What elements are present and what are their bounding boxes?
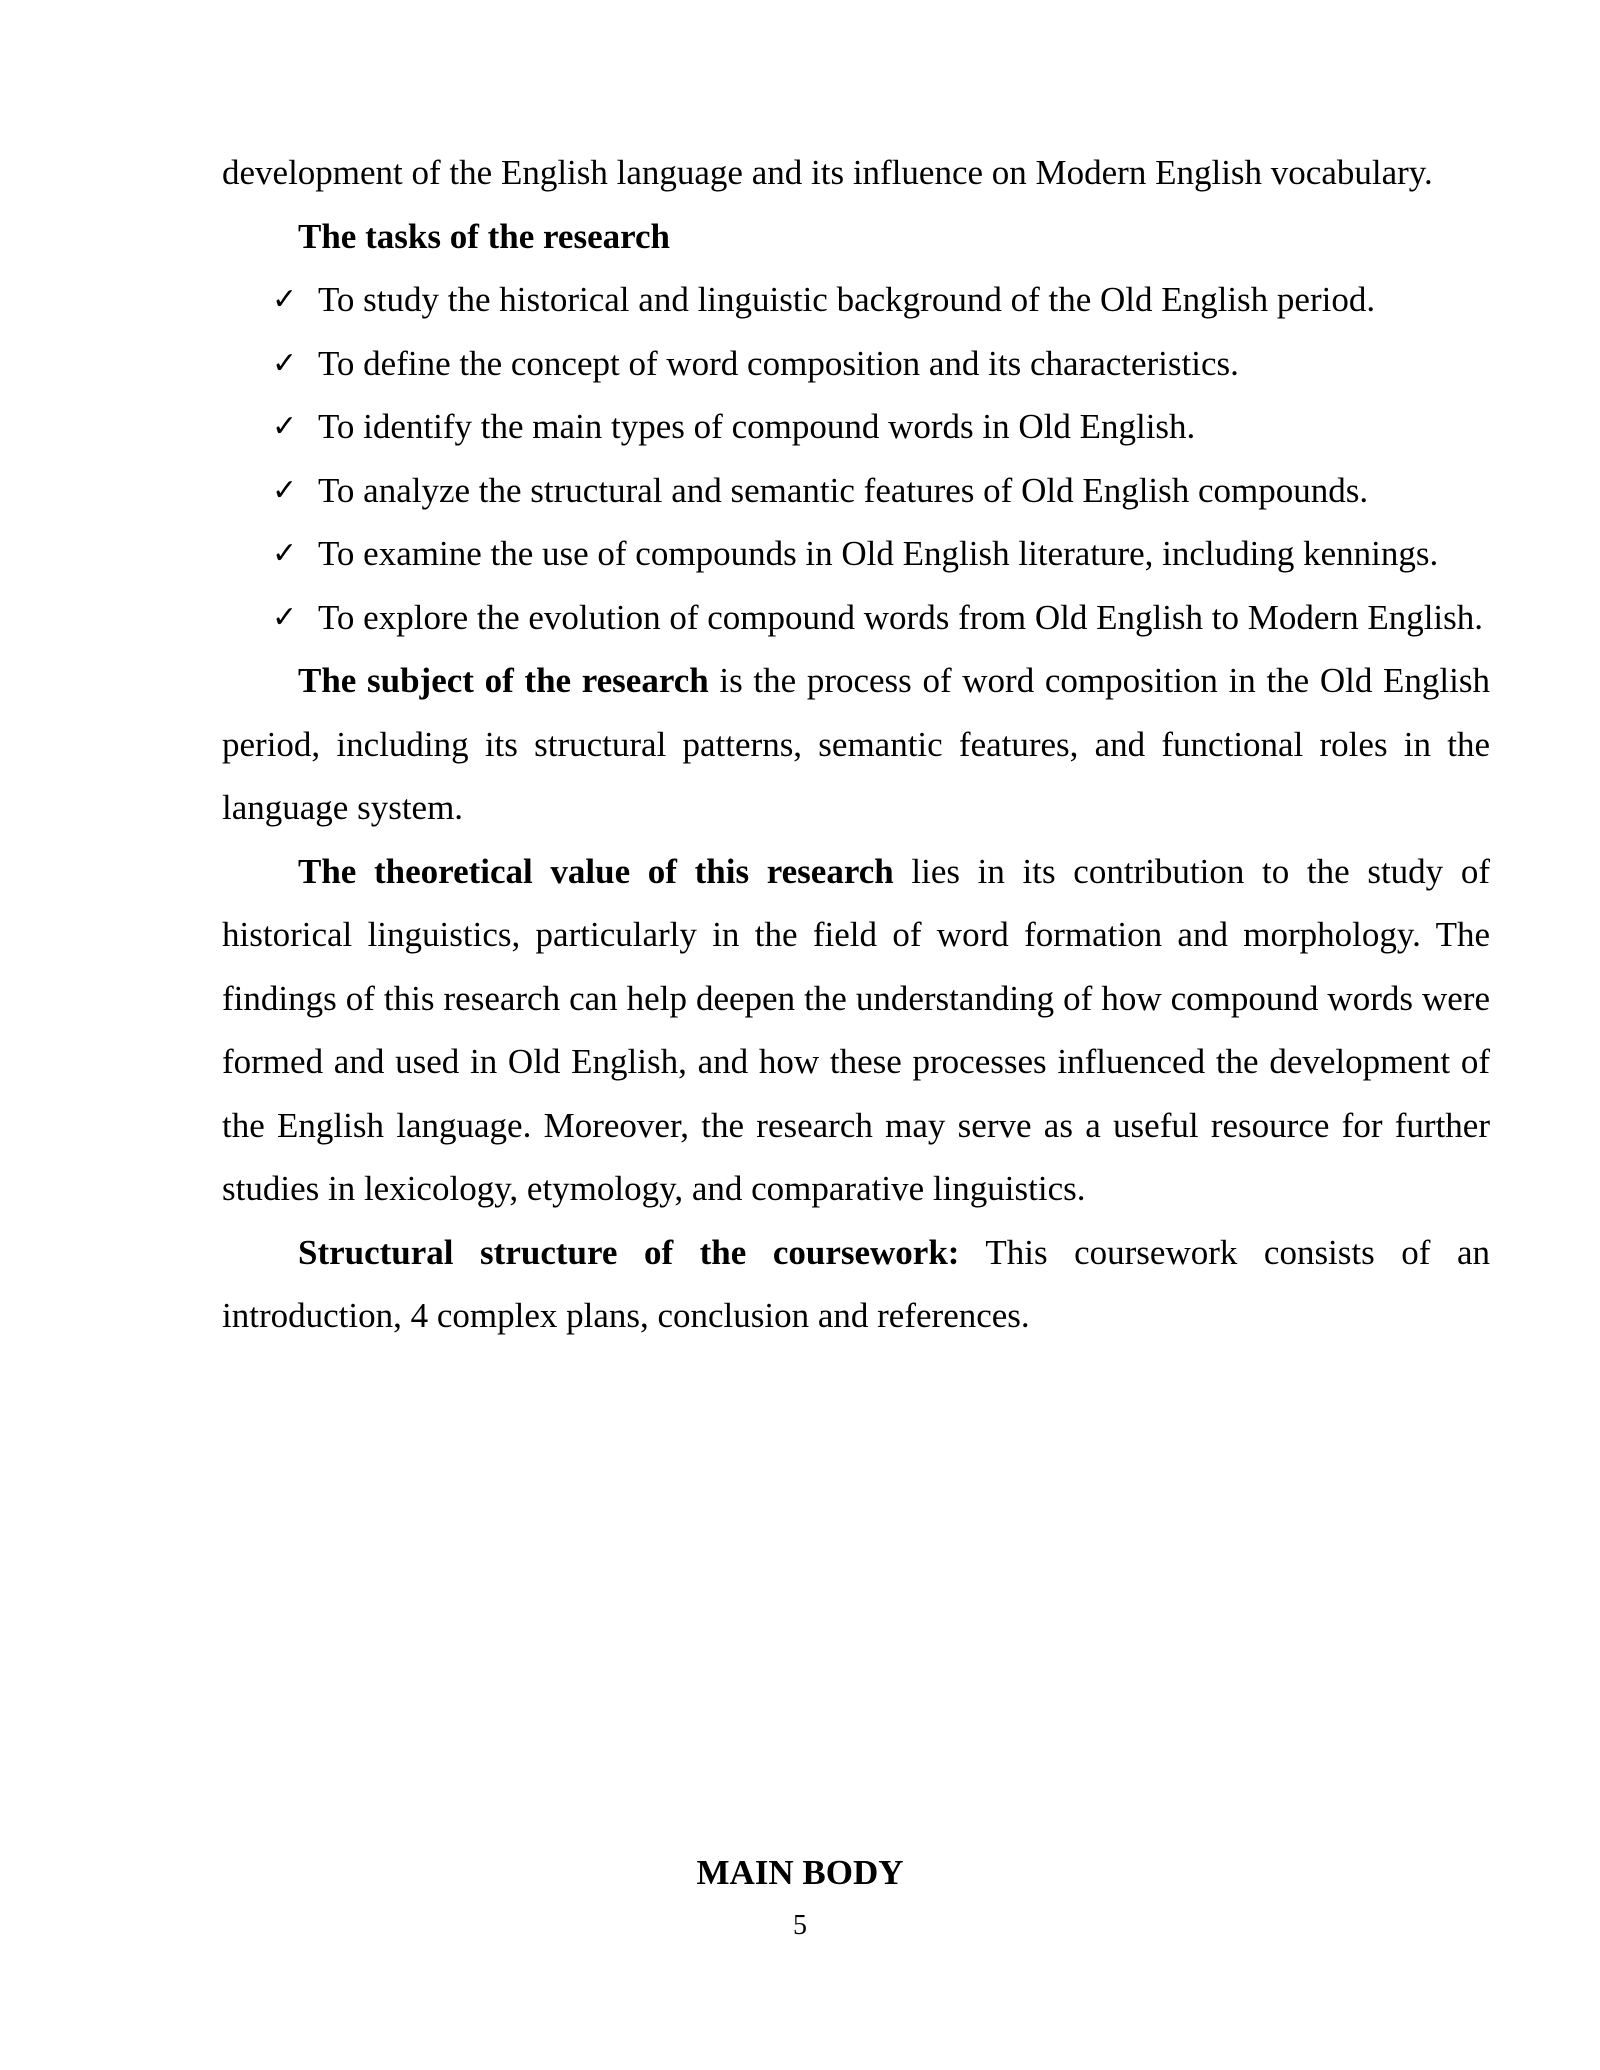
list-item bbox=[222, 395, 1490, 459]
tasks-list bbox=[222, 268, 1490, 649]
theoretical-value-lead: The theoretical value of this research bbox=[298, 851, 894, 891]
continued-paragraph-line: development of the English language and its influence on Modern English vocabulary. bbox=[222, 153, 1433, 192]
theoretical-value-paragraph bbox=[222, 840, 1490, 1221]
check-mark-icon: ✓ bbox=[272, 472, 298, 508]
task-text: To explore the evolution of compound words from Old English to Modern English. bbox=[318, 597, 1484, 637]
list-item bbox=[222, 459, 1490, 523]
task-text: To analyze the structural and semantic features of Old English compounds. bbox=[318, 470, 1369, 510]
subject-text: is the process of word composition in the Old English period, including its structural patterns, semantic features, and functional roles in the language system. bbox=[222, 661, 1490, 827]
document-page bbox=[222, 141, 1490, 1348]
subject-lead: The subject of the research bbox=[298, 661, 709, 700]
task-text: To identify the main types of compound words in Old English. bbox=[318, 407, 1196, 446]
tasks-heading: The tasks of the research bbox=[298, 216, 671, 256]
list-item bbox=[222, 586, 1490, 650]
structure-text: This coursework consists of an introduction, 4 complex plans, conclusion and references. bbox=[222, 1232, 1490, 1335]
list-item bbox=[222, 268, 1490, 332]
check-mark-icon: ✓ bbox=[272, 536, 298, 571]
check-mark-icon: ✓ bbox=[272, 345, 298, 381]
structure-paragraph bbox=[222, 1221, 1490, 1348]
task-text: To define the concept of word composition and its characteristics. bbox=[318, 343, 1239, 383]
page-number: 5 bbox=[793, 1910, 807, 1941]
structure-lead: Structural structure of the coursework: bbox=[298, 1232, 960, 1272]
check-mark-icon: ✓ bbox=[272, 599, 298, 635]
check-mark-icon: ✓ bbox=[272, 282, 298, 317]
list-item bbox=[222, 522, 1490, 586]
section-heading: MAIN BODY bbox=[696, 1853, 904, 1892]
list-item bbox=[222, 332, 1490, 396]
check-mark-icon: ✓ bbox=[272, 409, 298, 444]
subject-paragraph bbox=[222, 649, 1490, 840]
task-text: To study the historical and linguistic background of the Old English period. bbox=[318, 280, 1376, 319]
theoretical-value-text: lies in its contribution to the study of historical linguistics, particularly in the field of word formation and morphology. The findings of this research can help deepen the understanding of how compound words were formed and used in Old English, and how these processes influenced the development of the English language. Moreover, the research may serve as a useful resource for further studies in lexicology, etymology, and comparative linguistics. bbox=[222, 851, 1490, 1208]
task-text: To examine the use of compounds in Old English literature, including kennings. bbox=[318, 534, 1439, 573]
